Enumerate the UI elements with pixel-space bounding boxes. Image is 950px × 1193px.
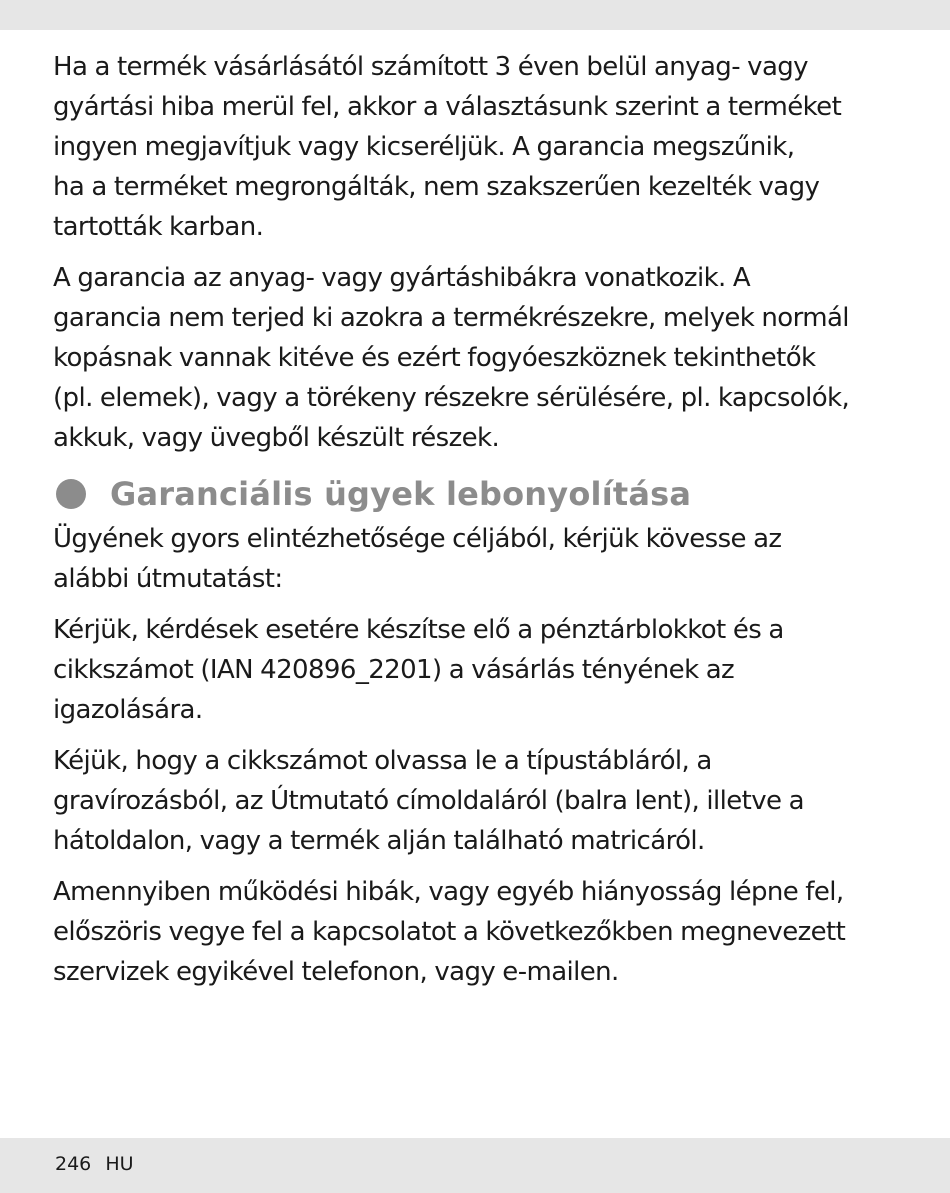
- section-heading-text: Garanciális ügyek lebonyolítása: [110, 475, 692, 513]
- text-line: alábbi útmutatást:: [53, 564, 283, 594]
- section-heading: [53, 469, 873, 519]
- text-line: ha a terméket megrongálták, nem szakszerűen kezelték vagy: [53, 172, 820, 202]
- footer-band: [0, 1138, 950, 1193]
- language-code: HU: [105, 1153, 134, 1175]
- text-line: tartották karban.: [53, 212, 264, 242]
- text-line: Kéjük, hogy a cikkszámot olvassa le a típustábláról, a: [53, 746, 712, 776]
- article-number-paragraph: [53, 741, 873, 861]
- instructions-intro-paragraph: [53, 519, 873, 599]
- service-contact-paragraph: [53, 872, 873, 992]
- text-line: kopásnak vannak kitéve és ezért fogyóeszköznek tekinthetők: [53, 343, 816, 373]
- text-line: előszöris vegye fel a kapcsolatot a következőkben megnevezett: [53, 917, 846, 947]
- bullet-circle-icon: [56, 479, 86, 509]
- text-line: akkuk, vagy üvegből készült részek.: [53, 423, 500, 453]
- text-line: Kérjük, kérdések esetére készítse elő a pénztárblokkot és a: [53, 615, 784, 645]
- page-footer: [55, 1150, 142, 1178]
- page-content: [53, 47, 873, 1003]
- text-line: hátoldalon, vagy a termék alján található matricáról.: [53, 826, 705, 856]
- text-line: Ha a termék vásárlásától számított 3 éven belül anyag- vagy: [53, 52, 808, 82]
- warranty-scope-paragraph: [53, 258, 873, 458]
- text-line: szervizek egyikével telefonon, vagy e-mailen.: [53, 957, 619, 987]
- warranty-paragraph: [53, 47, 873, 247]
- text-line: Ügyének gyors elintézhetősége céljából, kérjük kövesse az: [53, 524, 782, 554]
- page-number: 246: [55, 1153, 92, 1175]
- text-line: Amennyiben működési hibák, vagy egyéb hiányosság lépne fel,: [53, 877, 844, 907]
- text-line: cikkszámot (IAN 420896_2201) a vásárlás tényének az: [53, 655, 735, 685]
- text-line: A garancia az anyag- vagy gyártáshibákra vonatkozik. A: [53, 263, 751, 293]
- text-line: gyártási hiba merül fel, akkor a választásunk szerint a terméket: [53, 92, 842, 122]
- text-line: igazolására.: [53, 695, 203, 725]
- text-line: ingyen megjavítjuk vagy kicseréljük. A garancia megszűnik,: [53, 132, 795, 162]
- text-line: garancia nem terjed ki azokra a termékrészekre, melyek normál: [53, 303, 849, 333]
- top-band: [0, 0, 950, 30]
- text-line: gravírozásból, az Útmutató címoldaláról (balra lent), illetve a: [53, 786, 804, 816]
- text-line: (pl. elemek), vagy a törékeny részekre sérülésére, pl. kapcsolók,: [53, 383, 850, 413]
- receipt-paragraph: [53, 610, 873, 730]
